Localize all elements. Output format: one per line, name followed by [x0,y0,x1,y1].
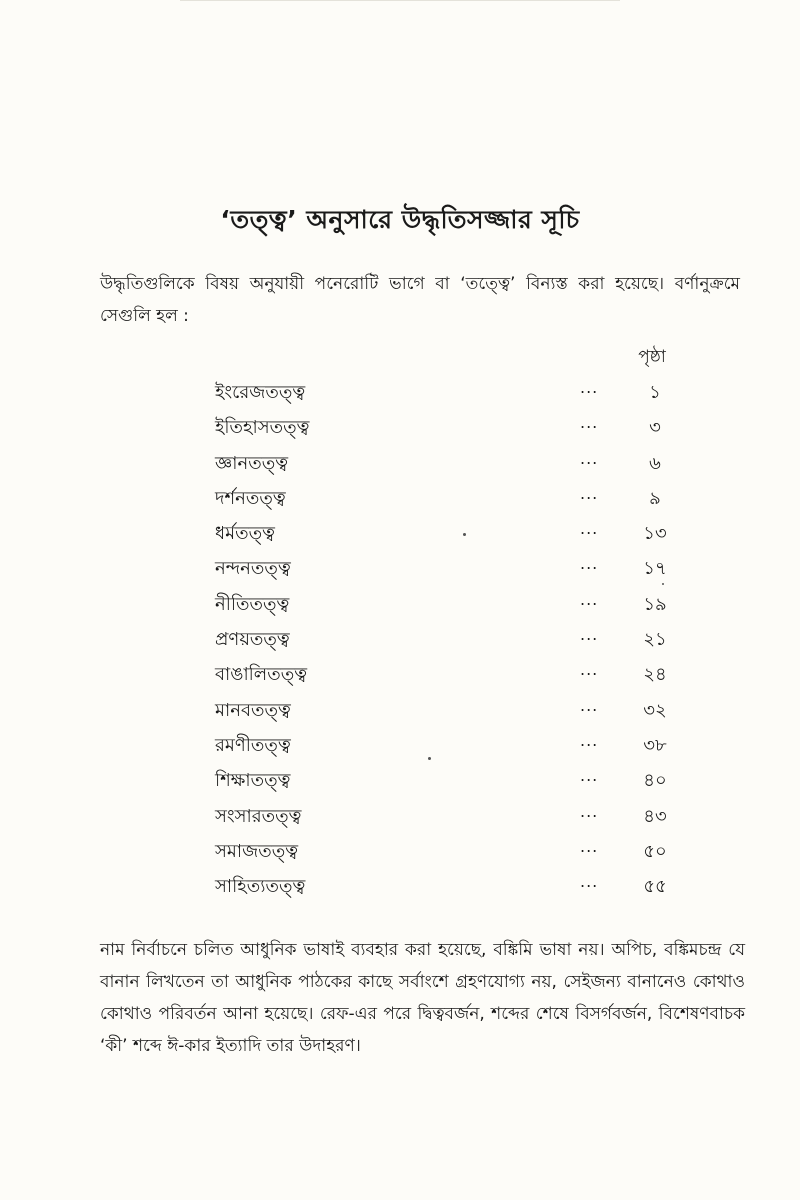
contents-entry-name: মানবতত্ত্ব [215,699,291,721]
contents-row [0,621,800,656]
contents-row [0,727,800,762]
contents-leader-dots: ... [580,554,599,574]
contents-row [0,445,800,480]
contents-row [0,480,800,515]
contents-entry-page: ৪৩ [643,805,667,827]
contents-entry-page: ২১ [643,629,667,651]
contents-entry-page: ১৩ [643,523,667,545]
contents-entry-name: শিক্ষাতত্ত্ব [215,770,291,792]
contents-row [0,833,800,868]
contents-row [0,550,800,585]
scan-edge-line [180,0,620,1]
contents-leader-dots: ... [580,836,599,856]
contents-entry-name: সাহিত্যতত্ত্ব [215,876,306,898]
contents-entry-name: দর্শনতত্ত্ব [215,487,286,509]
contents-row [0,868,800,903]
contents-entry-page: ৪০ [643,770,667,792]
scan-speck [428,757,431,760]
contents-leader-dots: ... [580,801,599,821]
contents-row [0,374,800,409]
contents-entry-page: ৩ [649,417,661,439]
contents-entry-page: ৬ [649,452,661,474]
contents-entry-page: ৫৫ [643,876,667,898]
contents-entry-page: ৩২ [643,699,667,721]
page-column-header: পৃষ্ঠা [638,347,666,367]
contents-entry-name: বাঙালিতত্ত্ব [215,664,308,686]
scan-speck [662,583,664,585]
contents-entry-page: ১৭ [643,558,667,580]
contents-leader-dots: ... [580,448,599,468]
contents-leader-dots: ... [580,766,599,786]
contents-entry-name: জ্ঞানতত্ত্ব [215,452,289,474]
contents-row [0,798,800,833]
contents-row [0,656,800,691]
note-paragraph [100,934,745,1062]
contents-leader-dots: ... [580,625,599,645]
contents-entry-name: নীতিতত্ত্ব [215,593,290,615]
contents-entry-page: ৫০ [643,840,667,862]
contents-leader-dots: ... [580,695,599,715]
contents-entry-name: প্রণয়তত্ত্ব [215,629,290,651]
contents-entry-page: ২৪ [643,664,667,686]
contents-row [0,515,800,550]
contents-leader-dots: ... [580,519,599,539]
page-title: ‘তত্ত্ব’ অনুসারে উদ্ধৃতিসজ্জার সূচি [220,205,580,234]
contents-row [0,762,800,797]
contents-leader-dots: ... [580,413,599,433]
contents-entry-page: ৩৮ [643,734,667,756]
contents-row [0,409,800,444]
intro-text: উদ্ধৃতিগুলিকে বিষয় অনুযায়ী পনেরোটি ভাগে বা ‘তত্ত্বে’ বিন্যস্ত করা হয়েছে। বর্ণানুক্রমে সেগুলি হল : [100,274,740,326]
scan-speck [463,533,466,536]
contents-row [0,586,800,621]
contents-leader-dots: ... [580,483,599,503]
contents-entry-name: ইংরেজতত্ত্ব [215,382,306,403]
contents-leader-dots: ... [580,872,599,892]
contents-entry-name: নন্দনতত্ত্ব [215,558,291,580]
intro-paragraph [100,268,740,332]
contents-leader-dots: ... [580,660,599,680]
contents-entry-name: ধর্মতত্ত্ব [215,523,275,545]
contents-row [0,692,800,727]
contents-leader-dots: ... [580,378,599,397]
contents-list [0,374,800,903]
contents-entry-name: ইতিহাসতত্ত্ব [215,417,310,439]
contents-leader-dots: ... [580,730,599,750]
contents-entry-page: ৯ [649,487,661,509]
contents-leader-dots: ... [580,589,599,609]
contents-entry-page: ১৯ [643,593,667,615]
note-text: নাম নির্বাচনে চলিত আধুনিক ভাষাই ব্যবহার করা হয়েছে, বঙ্কিমি ভাষা নয়। অপিচ, বঙ্কিমচন্দ্র যে বানান লিখতেন তা আধুনিক পাঠকের কাছে সর্বাংশে গ্রহণযোগ্য নয়, সেইজন্য বানানেও কোথাও কোথাও পরিবর্তন আনা হয়েছে। রেফ-এর পরে দ্বিত্ববর্জন, শব্দের শেষে বিসর্গবর্জন, বিশেষণবাচক ‘কী’ শব্দে ঈ-কার ইত্যাদি তার উদাহরণ। [100,940,745,1056]
contents-entry-page: ১ [649,382,661,403]
contents-entry-name: সংসারতত্ত্ব [215,805,302,827]
contents-entry-name: রমণীতত্ত্ব [215,734,291,756]
contents-entry-name: সমাজতত্ত্ব [215,840,299,862]
